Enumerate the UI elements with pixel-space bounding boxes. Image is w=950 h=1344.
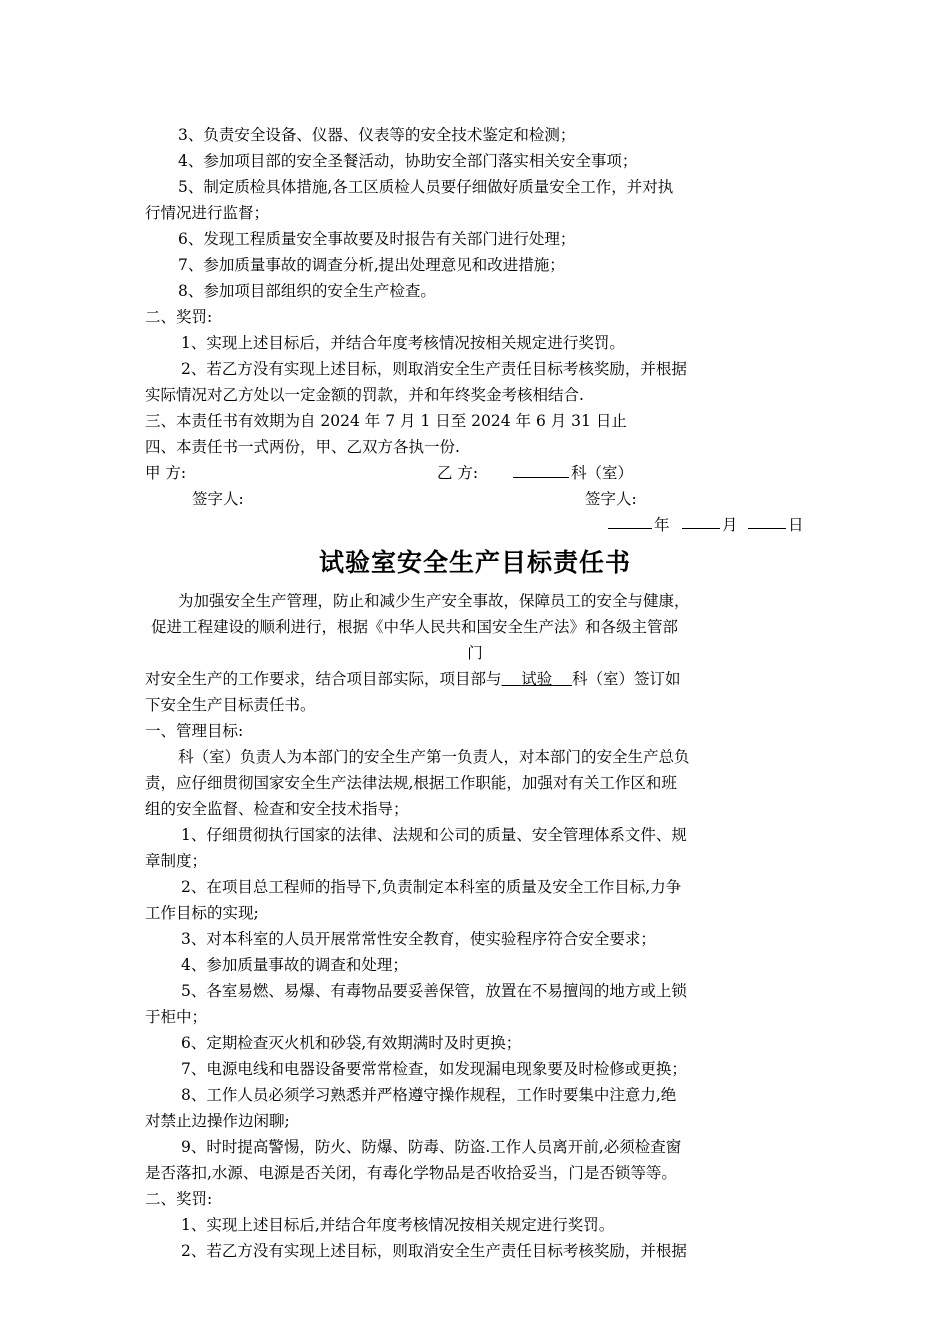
dept-name-field[interactable] bbox=[502, 670, 572, 688]
goal-item-1: 1、仔细贯彻执行国家的法律、法规和公司的质量、安全管理体系文件、规 bbox=[181, 826, 687, 844]
intro-line-1: 为加强安全生产管理，防止和减少生产安全事故，保障员工的安全与健康， bbox=[178, 592, 690, 610]
item-5-cont: 行情况进行监督； bbox=[145, 204, 270, 222]
intro-line-5: 下安全生产目标责任书。 bbox=[145, 696, 316, 714]
party-b-dept-blank[interactable] bbox=[513, 460, 569, 486]
document-title: 试验室安全生产目标责任书 bbox=[318, 548, 631, 577]
goal-para-3: 组的安全监督、检查和安全技术指导； bbox=[145, 800, 409, 818]
goal-item-2: 2、在项目总工程师的指导下,负责制定本科室的质量及安全工作目标,力争 bbox=[181, 878, 682, 896]
goal-heading: 一、管理目标: bbox=[145, 722, 244, 740]
reward-heading-2: 二、奖罚: bbox=[145, 1190, 213, 1208]
item-7: 7、参加质量事故的调查分析,提出处理意见和改进措施； bbox=[178, 256, 565, 274]
intro-line-2: 促进工程建设的顺利进行，根据《中华人民共和国安全生产法》和各级主管部 bbox=[151, 618, 679, 636]
copies-term: 四、本责任书一式两份，甲、乙双方各执一份. bbox=[145, 438, 460, 456]
goal-item-4: 4、参加质量事故的调查和处理； bbox=[181, 956, 408, 974]
item-3: 3、负责安全设备、仪器、仪表等的安全技术鉴定和检测； bbox=[178, 126, 576, 144]
item-4: 4、参加项目部的安全圣餐活动，协助安全部门落实相关安全事项； bbox=[178, 152, 638, 170]
goal-item-3: 3、对本科室的人员开展常常性安全教育，使实验程序符合安全要求； bbox=[181, 930, 656, 948]
month-label: 月 bbox=[722, 516, 738, 534]
signer-a-label: 签字人: bbox=[192, 490, 244, 508]
year-label: 年 bbox=[654, 516, 670, 534]
goal-para-2: 责，应仔细贯彻国家安全生产法律法规,根据工作职能，加强对有关工作区和班 bbox=[145, 774, 677, 792]
intro-line-3: 门 bbox=[467, 644, 483, 662]
goal-item-9: 9、时时提高警惕，防火、防爆、防毒、防盗.工作人员离开前,必须检查窗 bbox=[181, 1138, 682, 1156]
validity-term: 三、本责任书有效期为自 2024 年 7 月 1 日至 2024 年 6 月 31 日止 bbox=[145, 412, 627, 430]
document-page bbox=[145, 122, 805, 1264]
goal-item-5: 5、各室易燃、易爆、有毒物品要妥善保管，放置在不易擅闯的地方或上锁 bbox=[181, 982, 687, 1000]
signer-row bbox=[145, 486, 805, 512]
goal-item-8: 8、工作人员必须学习熟悉并严格遵守操作规程，工作时要集中注意力,绝 bbox=[181, 1086, 677, 1104]
date-row bbox=[145, 512, 805, 538]
item-6: 6、发现工程质量安全事故要及时报告有关部门进行处理； bbox=[178, 230, 576, 248]
goal-item-9-cont: 是否落扣,水源、电源是否关闭，有毒化学物品是否收拾妥当，门是否锁等等。 bbox=[145, 1164, 677, 1182]
goal-item-6: 6、定期检查灭火机和砂袋,有效期满时及时更换； bbox=[181, 1034, 522, 1052]
day-label: 日 bbox=[788, 516, 804, 534]
reward-item-2: 2、若乙方没有实现上述目标，则取消安全生产责任目标考核奖励，并根据 bbox=[181, 360, 687, 378]
reward2-item-1: 1、实现上述目标后,并结合年度考核情况按相关规定进行奖罚。 bbox=[181, 1216, 615, 1234]
goal-item-5-cont: 于柜中； bbox=[145, 1008, 208, 1026]
goal-item-1-cont: 章制度； bbox=[145, 852, 208, 870]
party-b-label: 乙 方: bbox=[437, 464, 479, 482]
dept-name: 试验 bbox=[521, 670, 553, 688]
intro-post: 科（室）签订如 bbox=[571, 670, 681, 688]
goal-item-2-cont: 工作目标的实现; bbox=[145, 904, 259, 922]
intro-pre: 对安全生产的工作要求，结合项目部实际，项目部与 bbox=[145, 670, 502, 688]
party-b-dept-suffix: 科（室） bbox=[571, 464, 634, 482]
goal-item-7: 7、电源电线和电器设备要常常检查，如发现漏电现象要及时检修或更换； bbox=[181, 1060, 687, 1078]
party-row bbox=[145, 460, 805, 486]
item-8: 8、参加项目部组织的安全生产检查。 bbox=[178, 282, 436, 300]
goal-item-8-cont: 对禁止边操作边闲聊; bbox=[145, 1112, 290, 1130]
intro-line-4 bbox=[145, 666, 805, 692]
reward-item-1: 1、实现上述目标后，并结合年度考核情况按相关规定进行奖罚。 bbox=[181, 334, 625, 352]
item-5: 5、制定质检具体措施,各工区质检人员要仔细做好质量安全工作，并对执 bbox=[178, 178, 674, 196]
signer-b-label: 签字人: bbox=[585, 490, 637, 508]
reward-heading: 二、奖罚: bbox=[145, 308, 213, 326]
party-a-label: 甲 方: bbox=[145, 464, 187, 482]
reward2-item-2: 2、若乙方没有实现上述目标，则取消安全生产责任目标考核奖励，并根据 bbox=[181, 1242, 687, 1260]
goal-para-1: 科（室）负责人为本部门的安全生产第一负责人，对本部门的安全生产总负 bbox=[178, 748, 690, 766]
reward-item-2-cont: 实际情况对乙方处以一定金额的罚款，并和年终奖金考核相结合. bbox=[145, 386, 584, 404]
